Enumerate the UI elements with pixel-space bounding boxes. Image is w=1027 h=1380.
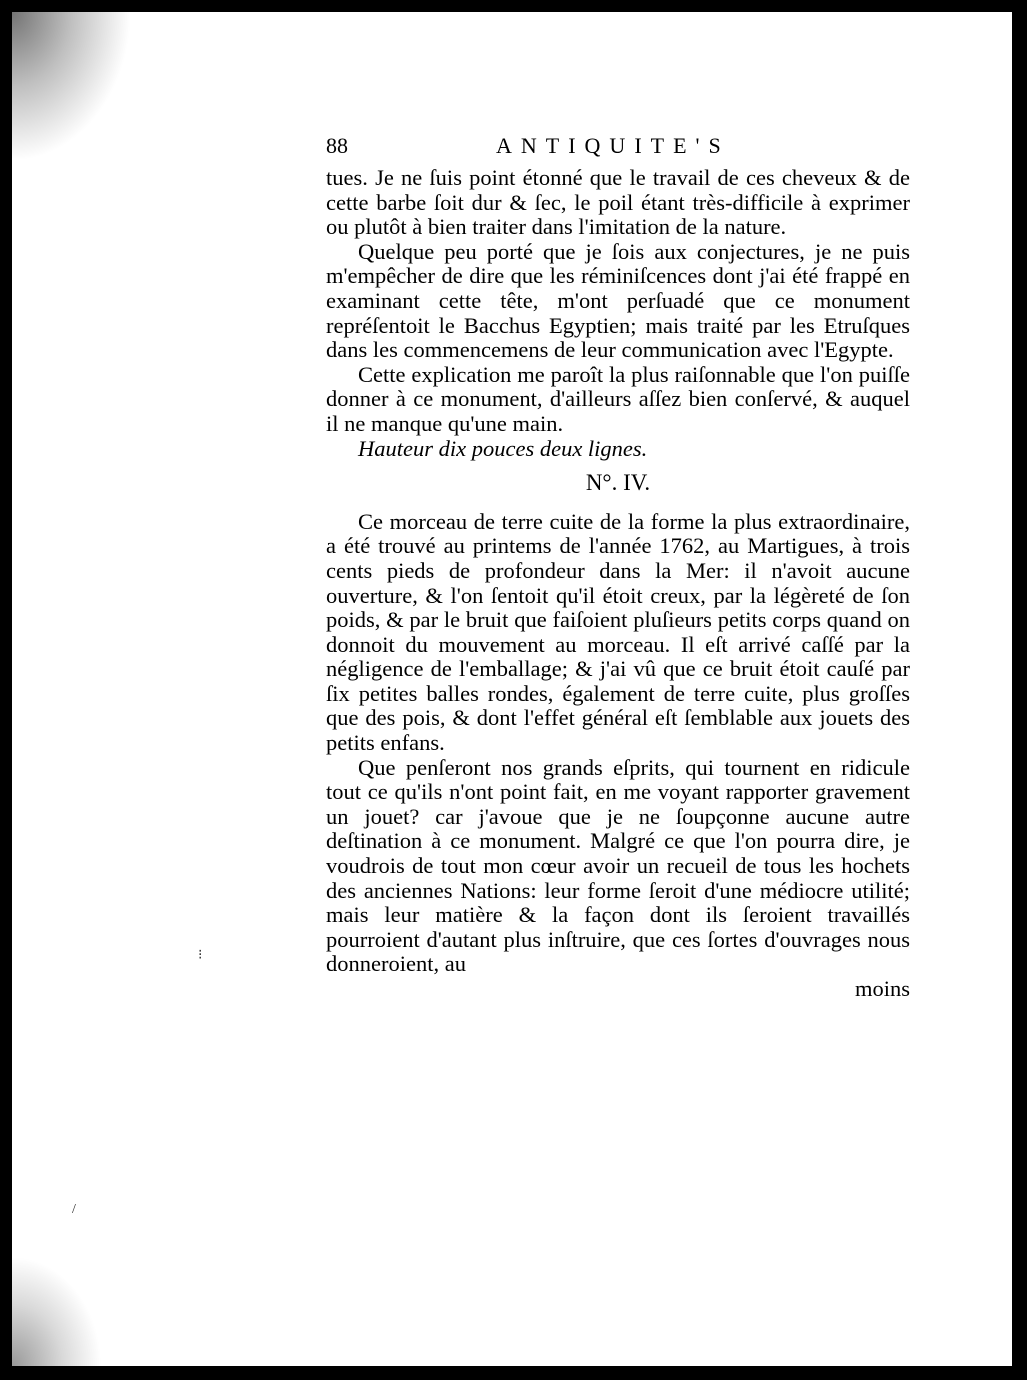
measurement-note: Hauteur dix pouces deux lignes. bbox=[358, 435, 648, 461]
section-heading: N°. IV. bbox=[585, 470, 651, 496]
paragraph-continuation: tues. Je ne ſuis point étonné que le travail de ces cheveux & de cette barbe ſoit dur & ſec, le poil étant très-difficile à exprimer ou plutôt à bien traiter dans l'imitation de la nature. bbox=[326, 165, 910, 240]
stray-mark: / bbox=[72, 1202, 76, 1217]
running-title: ANTIQUITE'S bbox=[496, 133, 730, 158]
stray-mark: ⁝ bbox=[198, 948, 203, 963]
book-page bbox=[12, 12, 1012, 1366]
paragraph: Cette explication me paroît la plus raiſonnable que l'on puiſſe donner à ce monument, d'ailleurs aſſez bien conſervé, & auquel il ne manque qu'une main. bbox=[326, 361, 910, 436]
paragraph: Quelque peu porté que je ſois aux conjectures, je ne puis m'empêcher de dire que les réminiſcences dont j'ai été frappé en examinant cette tête, m'ont perſuadé que ce monument repréſentoit le Bacchus Egyptien; mais traité par les Etruſques dans les commencemens de leur communication avec l'Egypte. bbox=[326, 238, 910, 363]
scan-shadow-bottom-left bbox=[12, 1256, 102, 1366]
text-block bbox=[326, 132, 910, 1002]
page-header bbox=[326, 132, 910, 162]
paragraph: Que penſeront nos grands eſprits, qui tournent en ridicule tout ce qu'ils n'ont point fait, en me voyant rapporter gravement un jouet? car j'avoue que je ne ſoupçonne aucune autre deſtination à ce monument. Malgré ce que l'on pourra dire, je voudrois de tout mon cœur avoir un recueil de tous les hochets des anciennes Nations: leur forme ſeroit d'une médiocre utilité; mais leur matière & la façon dont ils ſeroient travaillés pourroient d'autant plus inſtruire, que ces ſortes d'ouvrages nous donneroient, au bbox=[326, 754, 910, 977]
paragraph: Ce morceau de terre cuite de la forme la plus extraordinaire, a été trouvé au printems de l'année 1762, au Martigues, à trois cents pieds de profondeur dans la Mer: il n'avoit aucune ouverture, & l'on ſentoit qu'il étoit creux, par la légèreté de ſon poids, & par le bruit que faiſoient pluſieurs petits corps quand on donnoit du mouvement au morceau. Il eſt arrivé caſſé par la négligence de l'emballage; & j'ai vû que ce bruit étoit cauſé par ſix petites balles rondes, également de terre cuite, plus groſſes que des pois, & dont l'effet général eſt ſemblable aux jouets des petits enfans. bbox=[326, 508, 910, 756]
scan-shadow-top-left bbox=[12, 12, 132, 162]
page-number: 88 bbox=[326, 133, 348, 158]
catchword: moins bbox=[854, 976, 910, 1001]
